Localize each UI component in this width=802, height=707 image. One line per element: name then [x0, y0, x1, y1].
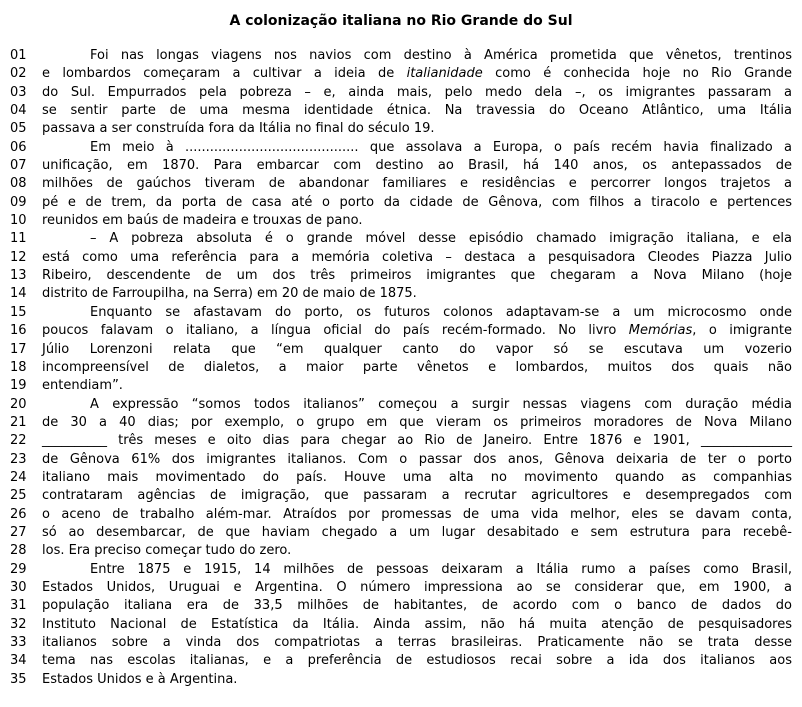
- line-number: 14: [10, 286, 27, 302]
- line-text: [42, 451, 792, 469]
- line-text: [42, 634, 792, 652]
- plain-text: de 30 a 40 dias; por exemplo, o grupo em que vieram os primeiros moradores de Nova Milano: [42, 414, 792, 430]
- text-line: [0, 616, 802, 634]
- text-line: [0, 304, 802, 322]
- plain-text: pé e de trem, da porta de casa até o porto da cidade de Gênova, com filhos a tiracolo e pertences: [42, 194, 792, 210]
- line-number: 22: [10, 433, 27, 449]
- line-number: 15: [10, 304, 27, 320]
- plain-text: e lombardos começaram a cultivar a ideia de: [42, 66, 407, 82]
- line-text: [42, 175, 792, 193]
- text-line: [0, 65, 802, 83]
- text-line: [0, 249, 802, 267]
- line-text: [42, 139, 792, 157]
- text-line: [0, 322, 802, 340]
- line-text: [42, 212, 792, 230]
- plain-text: Estados Unidos e à Argentina.: [42, 671, 238, 687]
- plain-text: passava a ser construída fora da Itália no final do século 19.: [42, 121, 435, 137]
- plain-text: unificação, em 1870. Para embarcar com destino ao Brasil, há 140 anos, os antepassados de: [42, 158, 792, 174]
- text-line: [0, 487, 802, 505]
- plain-text: do Sul. Empurrados pela pobreza – e, ainda mais, pelo medo dela –, os imigrantes passaram a: [42, 84, 792, 100]
- text-line: [0, 102, 802, 120]
- line-text: [42, 157, 792, 175]
- plain-text: contrataram agências de imigração, que passaram a recrutar agricultores e desempregados com: [42, 488, 792, 504]
- plain-text: só ao desembarcar, de que haviam chegado a um lugar desabitado e sem estrutura para recebê-: [42, 524, 792, 540]
- plain-text: A expressão “somos todos italianos” começou a surgir nessas viagens com duração média: [90, 396, 792, 412]
- line-number: 35: [10, 671, 27, 687]
- line-text: [42, 230, 792, 248]
- line-number: 30: [10, 579, 27, 595]
- line-number: 29: [10, 561, 27, 577]
- line-number: 33: [10, 635, 27, 650]
- text-line: [0, 561, 802, 579]
- plain-text: Instituto Nacional de Estatística da Itália. Ainda assim, não há muita atenção de pesquisadores: [42, 616, 792, 632]
- plain-text: se sentir parte de uma mesma identidade étnica. Na travessia do Oceano Atlântico, uma Itália: [42, 103, 792, 119]
- line-number: 26: [10, 506, 27, 522]
- plain-text: tema nas escolas italianas, e a preferência de estudiosos recai sobre a ida dos italianos aos: [42, 653, 792, 669]
- line-number: 31: [10, 598, 27, 614]
- plain-text: entendiam”.: [42, 378, 123, 394]
- plain-text: italiano mais movimentado do país. Houve uma alta no movimento quando as companhias: [42, 469, 792, 485]
- reading-passage: [0, 47, 802, 689]
- plain-text: população italiana era de 33,5 milhões de habitantes, de acordo com o banco de dados do: [42, 598, 792, 614]
- text-line: [0, 212, 802, 230]
- text-line: [0, 267, 802, 285]
- text-line: [0, 377, 802, 395]
- plain-text: , o imigrante: [692, 323, 792, 339]
- line-number: 11: [10, 231, 27, 247]
- text-line: [0, 120, 802, 138]
- plain-text: Em meio à .......................................... que assolava a Europa, o país recém havia finalizado a: [90, 139, 792, 155]
- line-text: [42, 102, 792, 120]
- text-line: [0, 451, 802, 469]
- plain-text: Ribeiro, descendente de um dos três primeiros imigrantes que chegaram a Nova Milano (hoje: [42, 268, 792, 284]
- text-line: [0, 359, 802, 377]
- line-number: 06: [10, 139, 27, 155]
- line-text: [42, 267, 792, 285]
- plain-text: está como uma referência para a memória coletiva – destaca a pesquisadora Cleodes Piazza Julio: [42, 249, 792, 265]
- line-number: 28: [10, 543, 27, 559]
- line-text: [42, 652, 792, 670]
- line-number: 02: [10, 66, 27, 82]
- plain-text: italianos sobre a vinda dos compatriotas a terras brasileiras. Praticamente não se trata desse: [42, 635, 792, 650]
- line-number: 32: [10, 616, 27, 632]
- plain-text: Estados Unidos, Uruguai e Argentina. O número impressiona ao se considerar que, em 1900, a: [42, 579, 792, 595]
- plain-text: __________ três meses e oito dias para chegar ao Rio de Janeiro. Entre 1876 e 1901, ______________: [42, 433, 792, 449]
- line-text: [42, 322, 792, 340]
- line-text: [42, 304, 792, 322]
- line-number: 05: [10, 121, 27, 137]
- line-number: 07: [10, 158, 27, 174]
- line-number: 09: [10, 194, 27, 210]
- line-text: [42, 469, 792, 487]
- plain-text: de Gênova 61% dos imigrantes italianos. Com o passar dos anos, Gênova deixaria de ter o porto: [42, 451, 792, 467]
- text-line: [0, 175, 802, 193]
- text-line: [0, 157, 802, 175]
- line-number: 12: [10, 249, 27, 265]
- line-number: 24: [10, 469, 27, 485]
- line-text: [42, 65, 792, 83]
- plain-text: como é conhecida hoje no Rio Grande: [482, 66, 792, 82]
- line-number: 08: [10, 176, 27, 192]
- line-text: [42, 249, 792, 267]
- line-text: [42, 506, 792, 524]
- text-line: [0, 396, 802, 414]
- line-number: 13: [10, 268, 27, 284]
- text-line: [0, 194, 802, 212]
- line-number: 18: [10, 359, 27, 375]
- line-number: 03: [10, 84, 27, 100]
- plain-text: Foi nas longas viagens nos navios com destino à América prometida que vênetos, trentinos: [90, 48, 792, 63]
- line-text: [42, 120, 792, 138]
- plain-text: poucos falavam o italiano, a língua oficial do país recém-formado. No livro: [42, 323, 629, 339]
- plain-text: Entre 1875 e 1915, 14 milhões de pessoas deixaram a Itália rumo a países como Brasil,: [90, 561, 792, 577]
- italic-text: Memórias: [628, 323, 693, 339]
- text-line: [0, 597, 802, 615]
- line-text: [42, 597, 792, 615]
- text-line: [0, 230, 802, 248]
- line-text: [42, 524, 792, 542]
- text-line: [0, 341, 802, 359]
- line-text: [42, 432, 792, 450]
- text-line: [0, 47, 802, 65]
- line-text: [42, 377, 792, 395]
- plain-text: Júlio Lorenzoni relata que “em qualquer canto do vapor só se escutava um vozerio: [42, 341, 792, 357]
- plain-text: o aceno de trabalho além-mar. Atraídos por promessas de uma vida melhor, eles se davam conta,: [42, 506, 792, 522]
- line-number: 21: [10, 414, 27, 430]
- line-text: [42, 579, 792, 597]
- line-number: 10: [10, 213, 27, 229]
- line-text: [42, 396, 792, 414]
- text-line: [0, 579, 802, 597]
- text-line: [0, 285, 802, 303]
- line-number: 25: [10, 488, 27, 504]
- text-line: [0, 84, 802, 102]
- line-number: 20: [10, 396, 27, 412]
- plain-text: reunidos em baús de madeira e trouxas de pano.: [42, 213, 363, 229]
- plain-text: los. Era preciso começar tudo do zero.: [42, 543, 292, 559]
- text-line: [0, 671, 802, 689]
- line-text: [42, 542, 792, 560]
- line-number: 27: [10, 524, 27, 540]
- text-line: [0, 506, 802, 524]
- line-number: 23: [10, 451, 27, 467]
- line-text: [42, 414, 792, 432]
- line-text: [42, 194, 792, 212]
- plain-text: milhões de gaúchos tiveram de abandonar familiares e residências e percorrer longos trajetos a: [42, 176, 792, 192]
- text-line: [0, 139, 802, 157]
- line-text: [42, 487, 792, 505]
- page-title: A colonização italiana no Rio Grande do Sul: [229, 13, 573, 29]
- plain-text: incompreensível de dialetos, a maior parte vênetos e lombardos, muitos dos quais não: [42, 359, 792, 375]
- text-line: [0, 524, 802, 542]
- line-number: 19: [10, 378, 27, 394]
- line-text: [42, 84, 792, 102]
- text-line: [0, 542, 802, 560]
- text-line: [0, 469, 802, 487]
- text-line: [0, 634, 802, 652]
- plain-text: Enquanto se afastavam do porto, os futuros colonos adaptavam-se a um microcosmo onde: [90, 304, 792, 320]
- plain-text: – A pobreza absoluta é o grande móvel desse episódio chamado imigração italiana, e ela: [90, 231, 792, 247]
- line-number: 16: [10, 323, 27, 339]
- line-number: 01: [10, 48, 27, 63]
- line-text: [42, 671, 792, 689]
- line-number: 17: [10, 341, 27, 357]
- line-text: [42, 47, 792, 65]
- italic-text: italianidade: [406, 66, 483, 82]
- line-text: [42, 616, 792, 634]
- text-line: [0, 414, 802, 432]
- line-number: 34: [10, 653, 27, 669]
- line-text: [42, 341, 792, 359]
- plain-text: distrito de Farroupilha, na Serra) em 20 de maio de 1875.: [42, 286, 417, 302]
- line-text: [42, 359, 792, 377]
- line-text: [42, 561, 792, 579]
- line-number: 04: [10, 103, 27, 119]
- text-line: [0, 432, 802, 450]
- line-text: [42, 285, 792, 303]
- text-line: [0, 652, 802, 670]
